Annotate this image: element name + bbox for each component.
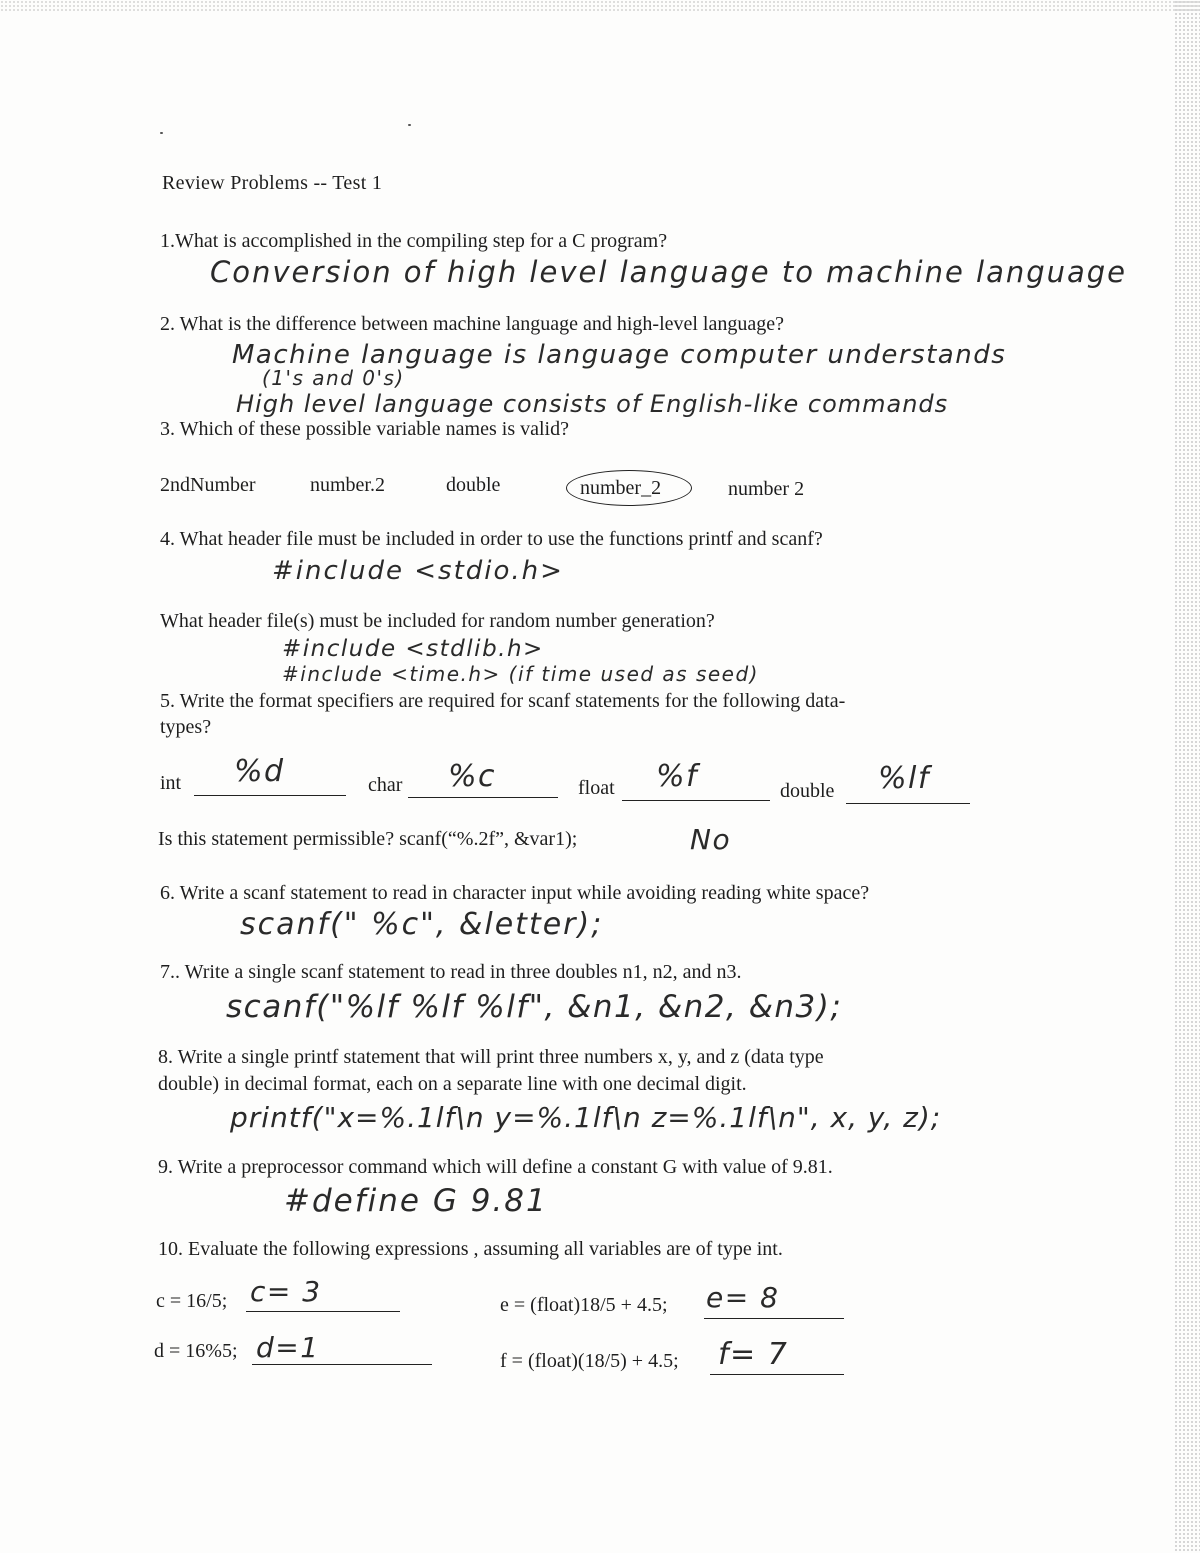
q5-answer-b: No [690,823,732,856]
answer-blank [704,1318,844,1319]
q4-question: 4. What header file must be included in order to use the functions printf and scanf? [160,528,823,550]
scan-speck [408,124,411,126]
q10-question: 10. Evaluate the following expressions , assuming all variables are of type int. [158,1238,783,1260]
q2-answer-line3: High level language consists of English-like commands [236,390,949,418]
q10-expr-d: d = 16%5; [154,1340,238,1362]
q1-answer: Conversion of high level language to machine language [210,255,1128,289]
scan-speck [160,132,163,134]
q5-label-char: char [368,774,403,796]
q5-answer-float: %f [656,759,699,794]
q3-question: 3. Which of these possible variable names is valid? [160,418,569,440]
q10-answer-c: c= 3 [250,1275,322,1308]
q2-answer-line2: (1's and 0's) [262,366,405,390]
answer-blank [246,1311,400,1312]
q10-answer-e: e= 8 [706,1281,780,1314]
q3-option: number 2 [728,478,805,500]
q6-question: 6. Write a scanf statement to read in character input while avoiding reading white space? [160,882,870,904]
q3-option: double [446,474,501,496]
q5-label-float: float [578,777,615,799]
q8-question-line1: 8. Write a single printf statement that will print three numbers x, y, and z (data type [158,1046,824,1068]
q4-answer-b2: #include <time.h> (if time used as seed) [282,662,759,686]
q3-option: number.2 [310,474,385,496]
q7-question: 7.. Write a single scanf statement to read in three doubles n1, n2, and n3. [160,961,742,983]
q1-question: 1.What is accomplished in the compiling step for a C program? [160,230,668,252]
answer-blank [622,800,770,801]
q4-question-b: What header file(s) must be included for random number generation? [160,610,715,632]
q3-option: 2ndNumber [160,474,256,496]
scan-right-edge [1174,0,1200,1553]
q5-label-int: int [160,772,182,794]
q2-answer-line1: Machine language is language computer understands [232,340,1007,370]
q5-answer-char: %c [448,759,496,794]
q10-answer-d: d=1 [256,1331,320,1364]
q10-expr-f: f = (float)(18/5) + 4.5; [500,1350,679,1372]
q9-question: 9. Write a preprocessor command which will define a constant G with value of 9.81. [158,1156,833,1178]
q5-answer-double: %lf [878,761,930,796]
q5-answer-int: %d [234,754,285,789]
answer-blank [408,797,558,798]
q3-option-selected: number_2 [580,477,662,499]
q5-question-b: Is this statement permissible? scanf(“%.2f”, &var1); [158,828,578,850]
q10-answer-f: f= 7 [718,1337,789,1372]
q9-answer: #define G 9.81 [284,1183,548,1219]
q6-answer: scanf(" %c", &letter); [240,907,604,942]
q10-expr-c: c = 16/5; [156,1290,228,1312]
q5-label-double: double [780,780,835,802]
answer-blank [252,1364,432,1365]
scan-top-edge [0,0,1200,12]
answer-blank [710,1374,844,1375]
q4-answer: #include <stdio.h> [272,556,564,586]
q5-question-line2: types? [160,716,212,738]
q4-answer-b1: #include <stdlib.h> [282,636,544,662]
q10-expr-e: e = (float)18/5 + 4.5; [500,1294,668,1316]
q8-question-line2: double) in decimal format, each on a separate line with one decimal digit. [158,1073,747,1095]
q7-answer: scanf("%lf %lf %lf", &n1, &n2, &n3); [226,989,843,1025]
answer-blank [846,803,970,804]
q8-answer: printf("x=%.1lf\n y=%.1lf\n z=%.1lf\n", x, y, z); [230,1101,942,1134]
q2-question: 2. What is the difference between machine language and high-level language? [160,313,784,335]
answer-blank [194,795,346,796]
q5-question-line1: 5. Write the format specifiers are required for scanf statements for the following data- [160,690,846,712]
page-title: Review Problems -- Test 1 [162,172,383,194]
